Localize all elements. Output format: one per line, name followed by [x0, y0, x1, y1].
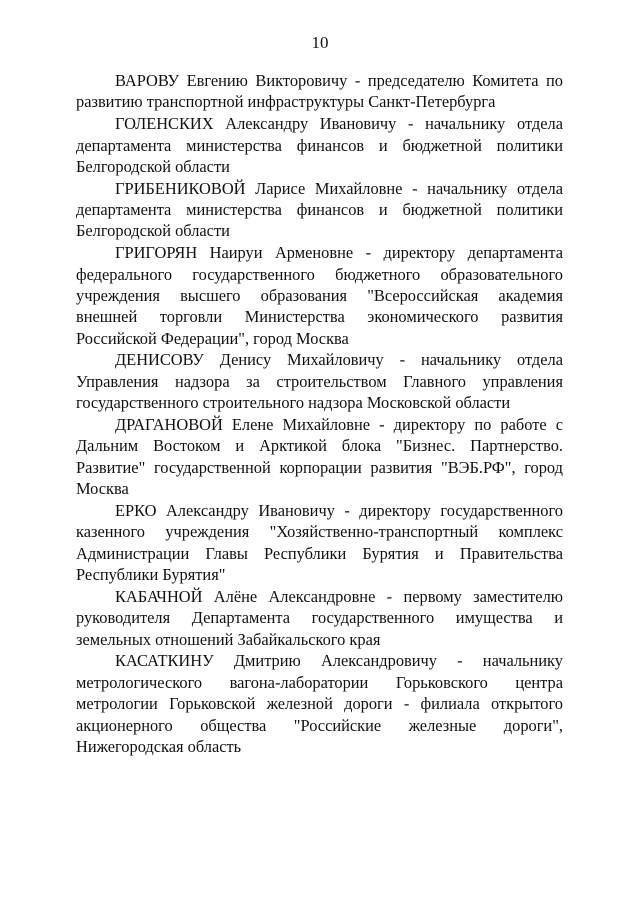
list-entry: ВАРОВУ Евгению Викторовичу - председателю Комитета по развитию транспортной инфраструктуры Санкт-Петербурга — [76, 71, 563, 112]
list-entry: ДРАГАНОВОЙ Елене Михайловне - директору по работе с Дальним Востоком и Арктикой блока "Бизнес. Партнерство. Развитие" государственной корпорации развития "ВЭБ.РФ", город Москва — [76, 414, 563, 499]
list-entry: ГРИГОРЯН Наируи Арменовне - директору департамента федерального государственного бюджетного образовательного учреждения высшего образования "Всероссийская академия внешней торговли Министерства экономического развития Российской Федерации", город Москва — [76, 243, 563, 348]
list-entry: КАБАЧНОЙ Алёне Александровне - первому заместителю руководителя Департамента государственного имущества и земельных отношений Забайкальского края — [76, 586, 563, 649]
list-entry: КАСАТКИНУ Дмитрию Александровичу - начальнику метрологического вагона-лаборатории Горьковского центра метрологии Горьковской железной дороги - филиала открытого акционерного общества "Российские железные дороги", Нижегородская область — [76, 651, 563, 756]
list-entry: ДЕНИСОВУ Денису Михайловичу - начальнику отдела Управления надзора за строительством Главного управления государственного строительного надзора Московской области — [76, 350, 563, 413]
list-entry: ГРИБЕНИКОВОЙ Ларисе Михайловне - начальнику отдела департамента министерства финансов и бюджетной политики Белгородской области — [76, 178, 563, 241]
page-number: 10 — [311, 33, 329, 52]
list-entry: ГОЛЕНСКИХ Александру Ивановичу - начальнику отдела департамента министерства финансов и бюджетной политики Белгородской области — [76, 114, 563, 176]
list-entry: ЕРКО Александру Ивановичу - директору государственного казенного учреждения "Хозяйственно-транспортный комплекс Администрации Главы Республики Бурятия и Правительства Республики Бурятия" — [76, 500, 563, 585]
award-list — [76, 70, 563, 758]
